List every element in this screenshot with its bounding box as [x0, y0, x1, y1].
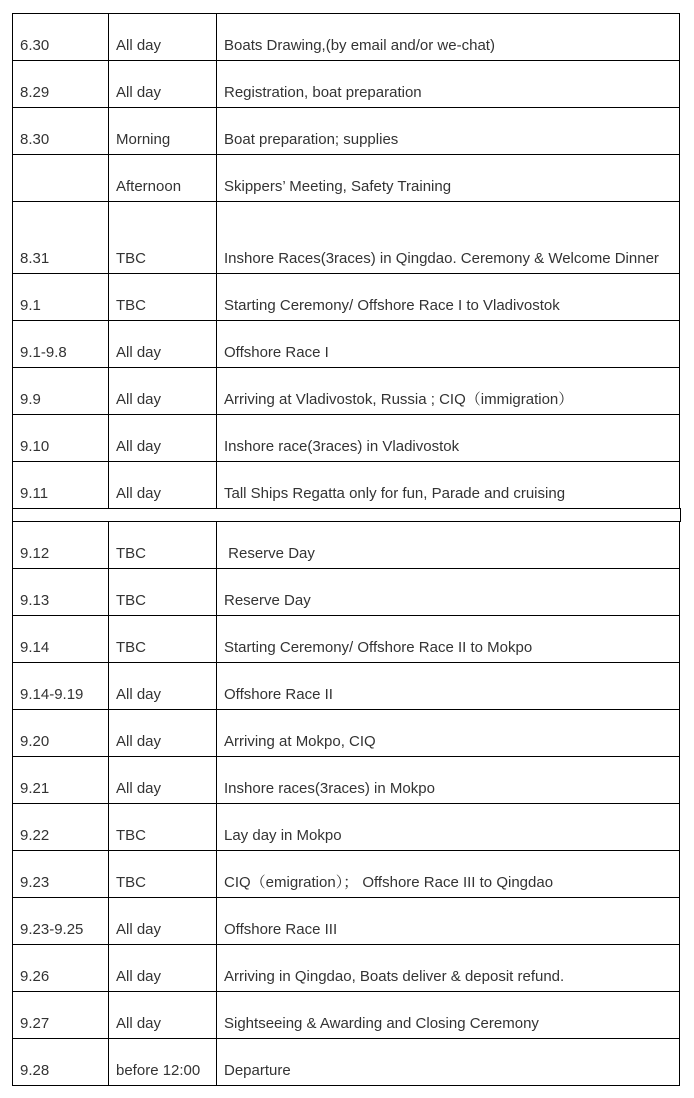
table-row [13, 851, 680, 898]
time-cell: All day [109, 321, 217, 368]
activity-cell: Inshore Races(3races) in Qingdao. Ceremony & Welcome Dinner [217, 202, 680, 274]
date-cell: 8.30 [13, 108, 109, 155]
date-cell: 9.26 [13, 945, 109, 992]
activity-cell: Lay day in Mokpo [217, 804, 680, 851]
activity-cell: Sightseeing & Awarding and Closing Ceremony [217, 992, 680, 1039]
activity-cell: Departure [217, 1039, 680, 1086]
date-cell: 9.20 [13, 710, 109, 757]
activity-cell: Registration, boat preparation [217, 61, 680, 108]
date-cell: 6.30 [13, 14, 109, 61]
time-cell: All day [109, 368, 217, 415]
activity-cell: Arriving at Mokpo, CIQ [217, 710, 680, 757]
date-cell: 9.14-9.19 [13, 663, 109, 710]
time-cell: All day [109, 898, 217, 945]
date-cell: 9.28 [13, 1039, 109, 1086]
date-cell: 9.13 [13, 569, 109, 616]
table-row [13, 1039, 680, 1086]
table-row [13, 155, 680, 202]
table-row [13, 108, 680, 155]
time-cell: All day [109, 462, 217, 509]
activity-cell: Offshore Race III [217, 898, 680, 945]
activity-cell: Offshore Race I [217, 321, 680, 368]
activity-cell: Boats Drawing,(by email and/or we-chat) [217, 14, 680, 61]
date-cell: 9.11 [13, 462, 109, 509]
activity-cell: Starting Ceremony/ Offshore Race I to Vladivostok [217, 274, 680, 321]
time-cell: All day [109, 757, 217, 804]
date-cell: 9.1-9.8 [13, 321, 109, 368]
schedule-table-part2 [12, 521, 680, 1086]
time-cell: before 12:00 [109, 1039, 217, 1086]
table-border-segment [12, 508, 13, 522]
activity-cell: Arriving at Vladivostok, Russia ; CIQ（immigration） [217, 368, 680, 415]
table-row [13, 462, 680, 509]
time-cell: TBC [109, 851, 217, 898]
time-cell: TBC [109, 274, 217, 321]
date-cell: 8.31 [13, 202, 109, 274]
time-cell: All day [109, 663, 217, 710]
date-cell [13, 155, 109, 202]
table-border-segment [680, 508, 681, 522]
date-cell: 9.14 [13, 616, 109, 663]
time-cell: All day [109, 945, 217, 992]
table-row [13, 14, 680, 61]
time-cell: All day [109, 710, 217, 757]
activity-cell: Starting Ceremony/ Offshore Race II to Mokpo [217, 616, 680, 663]
time-cell: All day [109, 415, 217, 462]
time-cell: All day [109, 992, 217, 1039]
time-cell: TBC [109, 616, 217, 663]
date-cell: 9.1 [13, 274, 109, 321]
schedule-table-part1 [12, 13, 680, 509]
date-cell: 9.9 [13, 368, 109, 415]
table-row [13, 569, 680, 616]
activity-cell: Inshore race(3races) in Vladivostok [217, 415, 680, 462]
activity-cell: Boat preparation; supplies [217, 108, 680, 155]
activity-cell: Skippers’ Meeting, Safety Training [217, 155, 680, 202]
date-cell: 9.23-9.25 [13, 898, 109, 945]
activity-cell: Offshore Race II [217, 663, 680, 710]
date-cell: 8.29 [13, 61, 109, 108]
date-cell: 9.23 [13, 851, 109, 898]
table-row [13, 898, 680, 945]
table-row [13, 710, 680, 757]
table-row [13, 804, 680, 851]
table-row [13, 663, 680, 710]
activity-cell: Inshore races(3races) in Mokpo [217, 757, 680, 804]
table-row [13, 61, 680, 108]
date-cell: 9.12 [13, 522, 109, 569]
table-row [13, 202, 680, 274]
activity-cell: Tall Ships Regatta only for fun, Parade and cruising [217, 462, 680, 509]
date-cell: 9.10 [13, 415, 109, 462]
table-row [13, 321, 680, 368]
time-cell: All day [109, 14, 217, 61]
date-cell: 9.22 [13, 804, 109, 851]
time-cell: TBC [109, 804, 217, 851]
date-cell: 9.27 [13, 992, 109, 1039]
date-cell: 9.21 [13, 757, 109, 804]
activity-cell: Reserve Day [217, 569, 680, 616]
time-cell: Afternoon [109, 155, 217, 202]
table-row [13, 616, 680, 663]
table-row [13, 522, 680, 569]
table-row [13, 415, 680, 462]
activity-cell: Reserve Day [217, 522, 680, 569]
time-cell: TBC [109, 522, 217, 569]
table-row [13, 274, 680, 321]
table-row [13, 945, 680, 992]
time-cell: All day [109, 61, 217, 108]
table-row [13, 757, 680, 804]
table-row [13, 992, 680, 1039]
time-cell: Morning [109, 108, 217, 155]
table-row [13, 368, 680, 415]
time-cell: TBC [109, 202, 217, 274]
time-cell: TBC [109, 569, 217, 616]
activity-cell: CIQ（emigration）； Offshore Race III to Qingdao [217, 851, 680, 898]
activity-cell: Arriving in Qingdao, Boats deliver & deposit refund. [217, 945, 680, 992]
